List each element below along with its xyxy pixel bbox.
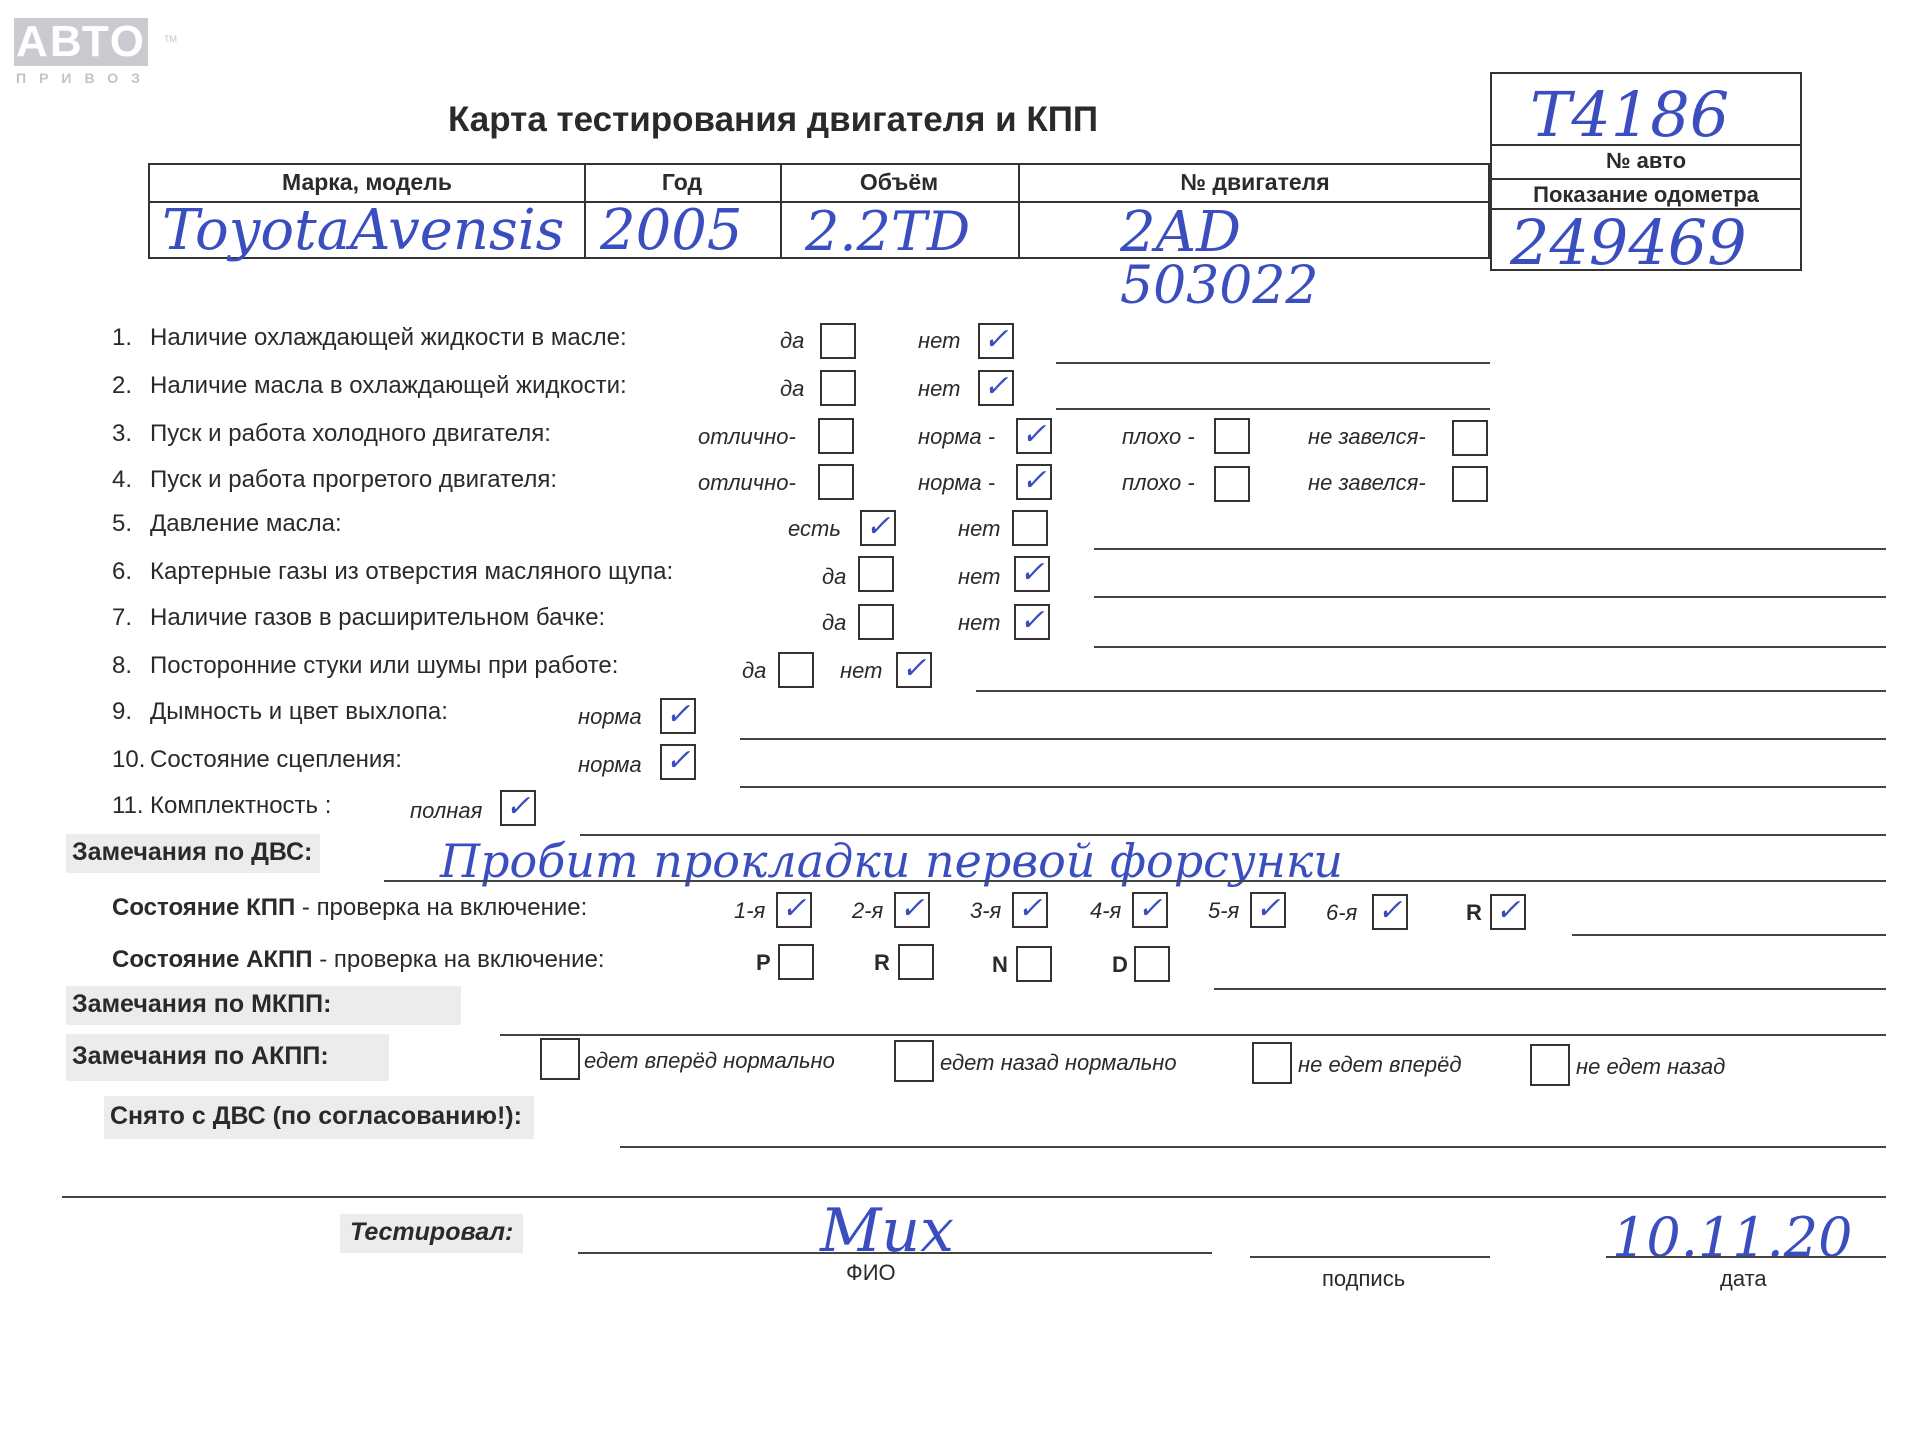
q9-normal-checkbox[interactable]: ✓ xyxy=(660,698,696,734)
gear-4-label: 4-я xyxy=(1090,898,1122,923)
gear-5-label: 5-я xyxy=(1208,898,1240,923)
kpp-label: Состояние КПП - проверка на включение: xyxy=(112,894,588,921)
q8-no-label: нет xyxy=(840,658,883,683)
col-volume: Объём xyxy=(859,169,939,195)
q4-nostart-checkbox[interactable] xyxy=(1452,466,1488,502)
question-2: 2. Наличие масла в охлаждающей жидкости: xyxy=(112,372,627,399)
question-4: 4. Пуск и работа прогретого двигателя: xyxy=(112,466,558,493)
gear-3-label: 3-я xyxy=(970,898,1002,923)
gear-6-checkbox[interactable]: ✓ xyxy=(1372,894,1408,930)
q3-normal-label: норма - xyxy=(918,424,996,449)
gear-5-checkbox[interactable]: ✓ xyxy=(1250,892,1286,928)
fio-line xyxy=(578,1252,1212,1254)
q11-full-label: полная xyxy=(410,798,483,823)
question-5: 5. Давление масла: xyxy=(112,510,342,537)
q3-nostart-checkbox[interactable] xyxy=(1452,420,1488,456)
question-6: 6. Картерные газы из отверстия масляного щупа: xyxy=(112,558,674,585)
removed-label: Снято с ДВС (по согласованию!): xyxy=(104,1096,534,1139)
logo-tm: TM xyxy=(164,34,177,44)
q7-no-checkbox[interactable]: ✓ xyxy=(1014,604,1050,640)
answer-line xyxy=(740,738,1886,740)
q8-no-checkbox[interactable]: ✓ xyxy=(896,652,932,688)
q5-yes-label: есть xyxy=(788,516,841,541)
car-no-label: № авто xyxy=(1605,148,1687,173)
akpp-no-forward-checkbox[interactable] xyxy=(1252,1042,1292,1084)
q5-yes-checkbox[interactable]: ✓ xyxy=(860,510,896,546)
answer-line xyxy=(500,1034,1886,1036)
answer-line xyxy=(384,880,1886,882)
akpp-forward-ok-label: едет вперёд нормально xyxy=(584,1048,835,1073)
gear-4-checkbox[interactable]: ✓ xyxy=(1132,892,1168,928)
q6-no-checkbox[interactable]: ✓ xyxy=(1014,556,1050,592)
gear-r-checkbox[interactable]: ✓ xyxy=(1490,894,1526,930)
q3-excellent-label: отлично- xyxy=(698,424,796,449)
sign-caption: подпись xyxy=(1322,1266,1406,1291)
q6-no-label: нет xyxy=(958,564,1001,589)
model-value: ToyotaAvensis xyxy=(162,198,565,263)
date-caption: дата xyxy=(1720,1266,1767,1291)
car-number-value: T4186 xyxy=(1530,78,1730,151)
q4-normal-checkbox[interactable]: ✓ xyxy=(1016,464,1052,500)
question-1: 1. Наличие охлаждающей жидкости в масле: xyxy=(112,324,627,351)
q3-nostart-label: не завелся- xyxy=(1308,424,1426,449)
odometer-label: Показание одометра xyxy=(1533,182,1759,207)
logo-sub: ПРИВОЗ xyxy=(16,70,153,86)
q6-yes-checkbox[interactable] xyxy=(858,556,894,592)
akpp-n-checkbox[interactable] xyxy=(1016,946,1052,982)
question-8: 8. Посторонние стуки или шумы при работе: xyxy=(112,652,619,679)
question-7: 7. Наличие газов в расширительном бачке: xyxy=(112,604,606,631)
akpp-forward-ok-checkbox[interactable] xyxy=(540,1038,580,1080)
gear-3-checkbox[interactable]: ✓ xyxy=(1012,892,1048,928)
answer-line xyxy=(1056,408,1490,410)
q3-excellent-checkbox[interactable] xyxy=(818,418,854,454)
akpp-p-checkbox[interactable] xyxy=(778,944,814,980)
divider xyxy=(1492,178,1800,180)
sign-line xyxy=(1250,1256,1490,1258)
answer-line xyxy=(1572,934,1886,936)
gear-2-checkbox[interactable]: ✓ xyxy=(894,892,930,928)
answer-line xyxy=(620,1146,1886,1148)
akpp-r-checkbox[interactable] xyxy=(898,944,934,980)
q2-no-checkbox[interactable]: ✓ xyxy=(978,370,1014,406)
q1-yes-label: да xyxy=(780,328,805,353)
q7-yes-checkbox[interactable] xyxy=(858,604,894,640)
remarks-akpp-label: Замечания по АКПП: xyxy=(66,1034,389,1081)
gear-6-label: 6-я xyxy=(1326,900,1358,925)
year-value: 2005 xyxy=(600,198,743,263)
engine-serial-value: 503022 xyxy=(1120,256,1319,316)
answer-line xyxy=(1056,362,1490,364)
q4-bad-checkbox[interactable] xyxy=(1214,466,1250,502)
q5-no-checkbox[interactable] xyxy=(1012,510,1048,546)
q5-no-label: нет xyxy=(958,516,1001,541)
akpp-no-back-label: не едет назад xyxy=(1576,1054,1726,1079)
q8-yes-checkbox[interactable] xyxy=(778,652,814,688)
q4-nostart-label: не завелся- xyxy=(1308,470,1426,495)
q3-normal-checkbox[interactable]: ✓ xyxy=(1016,418,1052,454)
answer-line xyxy=(1214,988,1886,990)
akpp-d-checkbox[interactable] xyxy=(1134,946,1170,982)
q10-normal-label: норма xyxy=(578,752,642,777)
q4-excellent-checkbox[interactable] xyxy=(818,464,854,500)
col-model: Марка, модель xyxy=(282,169,452,195)
logo-main: АВТО xyxy=(14,18,148,66)
fio-caption: ФИО xyxy=(846,1260,896,1285)
akpp-no-forward-label: не едет вперёд xyxy=(1298,1052,1462,1077)
logo xyxy=(14,17,177,90)
answer-line xyxy=(976,690,1886,692)
answer-line xyxy=(1094,548,1886,550)
answer-line xyxy=(740,786,1886,788)
question-10: 10. Состояние сцепления: xyxy=(112,746,402,773)
q4-bad-label: плохо - xyxy=(1122,470,1195,495)
volume-value: 2.2TD xyxy=(805,200,971,263)
gear-r-label: R xyxy=(1466,900,1482,925)
q8-yes-label: да xyxy=(742,658,767,683)
question-9: 9. Дымность и цвет выхлопа: xyxy=(112,698,448,725)
akpp-back-ok-label: едет назад нормально xyxy=(940,1050,1177,1075)
tester-name-value: Мих xyxy=(820,1196,954,1266)
question-3: 3. Пуск и работа холодного двигателя: xyxy=(112,420,551,447)
question-11: 11. Комплектность : xyxy=(112,792,332,819)
remarks-dvs-label: Замечания по ДВС: xyxy=(66,834,320,873)
q7-no-label: нет xyxy=(958,610,1001,635)
akpp-r-label: R xyxy=(874,950,890,975)
answer-line xyxy=(1094,596,1886,598)
divider xyxy=(62,1196,1886,1198)
remarks-dvs-value: Пробит прокладки первой форсунки xyxy=(440,834,1344,888)
remarks-mkpp-label: Замечания по МКПП: xyxy=(66,986,461,1025)
gear-1-checkbox[interactable]: ✓ xyxy=(776,892,812,928)
akpp-no-back-checkbox[interactable] xyxy=(1530,1044,1570,1086)
gear-2-label: 2-я xyxy=(852,898,884,923)
q3-bad-checkbox[interactable] xyxy=(1214,418,1250,454)
q1-no-label: нет xyxy=(918,328,961,353)
akpp-p-label: P xyxy=(756,950,771,975)
date-line xyxy=(1606,1256,1886,1258)
q4-normal-label: норма - xyxy=(918,470,996,495)
q1-yes-checkbox[interactable] xyxy=(820,323,856,359)
q1-no-checkbox[interactable]: ✓ xyxy=(978,323,1014,359)
gear-1-label: 1-я xyxy=(734,898,766,923)
q2-yes-label: да xyxy=(780,376,805,401)
akpp-n-label: N xyxy=(992,952,1008,977)
q10-normal-checkbox[interactable]: ✓ xyxy=(660,744,696,780)
page-title: Карта тестирования двигателя и КПП xyxy=(448,100,1099,139)
q4-excellent-label: отлично- xyxy=(698,470,796,495)
akpp-d-label: D xyxy=(1112,952,1128,977)
q2-yes-checkbox[interactable] xyxy=(820,370,856,406)
tested-label: Тестировал: xyxy=(340,1214,523,1253)
q9-normal-label: норма xyxy=(578,704,642,729)
odometer-value: 249469 xyxy=(1510,206,1747,279)
col-engine: № двигателя xyxy=(1180,169,1330,195)
q11-full-checkbox[interactable]: ✓ xyxy=(500,790,536,826)
akpp-label: Состояние АКПП - проверка на включение: xyxy=(112,946,605,973)
date-value: 10.11.20 xyxy=(1612,1206,1853,1269)
col-year: Год xyxy=(661,169,703,195)
q2-no-label: нет xyxy=(918,376,961,401)
q7-yes-label: да xyxy=(822,610,847,635)
answer-line xyxy=(1094,646,1886,648)
q3-bad-label: плохо - xyxy=(1122,424,1195,449)
q6-yes-label: да xyxy=(822,564,847,589)
engine-value: 2AD xyxy=(1120,200,1241,265)
akpp-back-ok-checkbox[interactable] xyxy=(894,1040,934,1082)
